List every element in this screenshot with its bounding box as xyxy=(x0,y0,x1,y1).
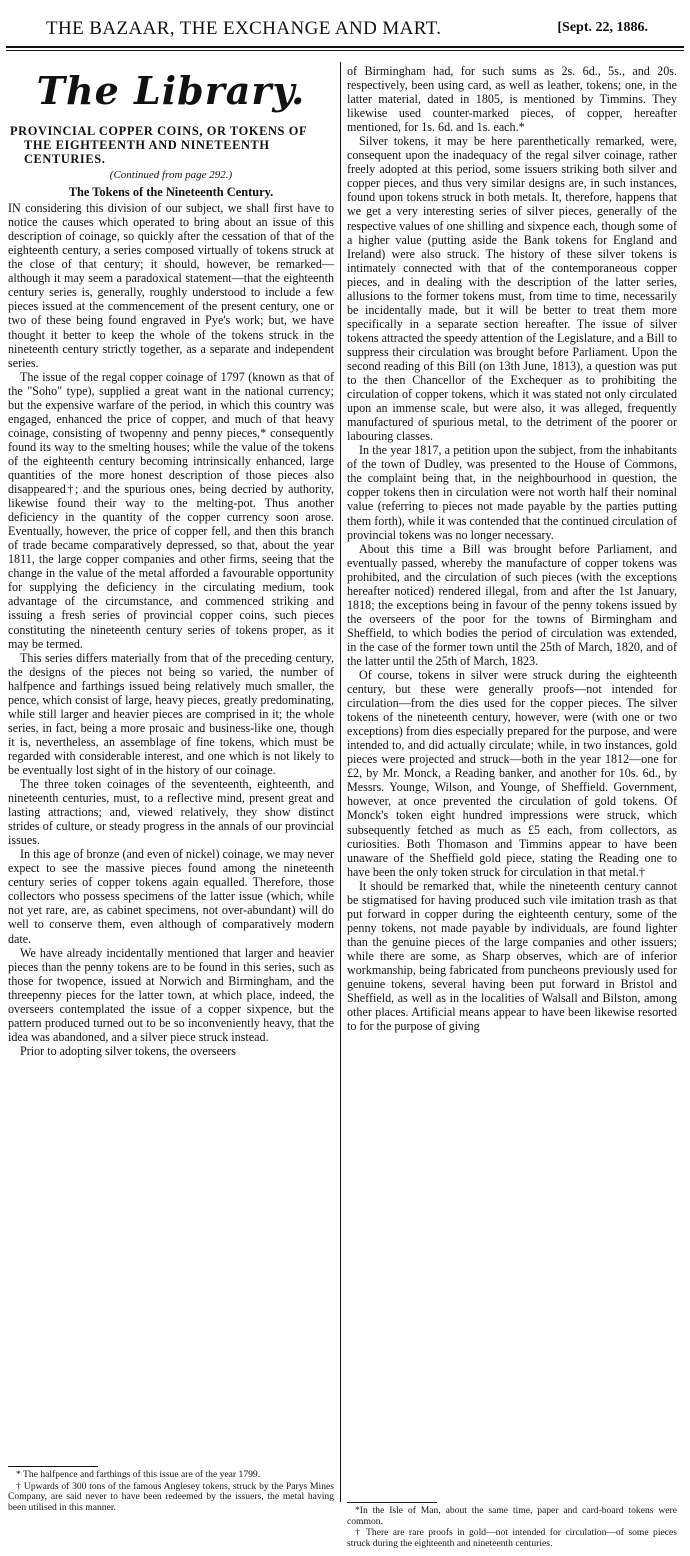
article-title-line: CENTURIES. xyxy=(24,152,106,166)
paragraph: Silver tokens, it may be here parenthetically remarked, were, consequent upon the inadequacy of the regal silver coinage, rather freely adopted at this period, some issuers striking both silver and copper pieces, and thus very similar designs are, in such instances, found upon tokens struck in both metals. It, therefore, happens that we get a very interesting series of silver pieces, generally of the respective values of one shilling and sixpence each, though some of a higher value (putting aside the Bank tokens for England and Ireland) were also struck. The history of these silver tokens is intimately connected with that of the contemporaneous copper pieces, and in dealing with the description of the latter series, allusions to the former tokens must, from time to time, necessarily be incidentally made, but it will be better to treat them more specifically in a separate section hereafter. The issue of silver tokens attracted the speedy attention of the Legislature, and a Bill to suppress their circulation was brought before Parliament. Upon the second reading of this Bill (on 13th June, 1813), a question was put to the then Chancellor of the Exchequer as to prohibiting the circulation of copper tokens, which it was stated not only circulated upon an immense scale, but were also, it was alleged, frequently manufactured of spurious metal, to the detriment of the poorer or labouring classes. xyxy=(347,134,677,444)
article-title xyxy=(8,124,334,166)
publication-title: THE BAZAAR, THE EXCHANGE AND MART. xyxy=(46,18,442,39)
right-footnotes xyxy=(347,1502,677,1550)
paragraph: of Birmingham had, for such sums as 2s. 6d., 5s., and 20s. respectively, been using card, as well as leather, tokens; one, in the latter material, dated in 1805, is mentioned by Timmins. They likewise used counter-marked pieces, of copper, hereafter mentioned, for 1s. 6d. and 1s. each.* xyxy=(347,64,677,135)
section-heading: The Tokens of the Nineteenth Century. xyxy=(68,185,274,200)
paragraph: The three token coinages of the seventeenth, eighteenth, and nineteenth centuries, must, to a reflective mind, present great and lasting attractions; and, viewed relatively, they show distinct strides of culture, or steady progress in the annals of our provincial issues. xyxy=(8,777,334,848)
paragraph: In the year 1817, a petition upon the subject, from the inhabitants of the town of Dudley, was presented to the House of Commons, the complaint being that, in the neighbourhood in question, the copper tokens then in circulation were not worth half their nominal value (referring to pieces not made payable by the parties putting them forth), while it was contended that the continued circulation of provincial tokens was no longer necessary. xyxy=(347,443,677,542)
paragraph: About this time a Bill was brought before Parliament, and eventually passed, whereby the manufacture of copper tokens was prohibited, and the circulation of such pieces (with the exceptions hereafter noticed) rendered illegal, from and after the 1st January, 1818; the exceptions being in favour of the penny tokens issued by the overseers of the poor for the towns of Birmingham and Sheffield, to which bodies the period of circulation was extended, in the case of the former town until the 25th of March, 1820, and of the latter until the 25th of March, 1823. xyxy=(347,541,677,668)
footnote: † There are rare proofs in gold—not intended for circulation—of some pieces struck during the eighteenth and nineteenth centuries. xyxy=(347,1527,677,1549)
column-divider xyxy=(340,62,341,1502)
left-footnotes xyxy=(8,1466,334,1514)
header-rule xyxy=(6,46,684,48)
paragraph: This series differs materially from that of the preceding century, the designs of the pieces not being so varied, the number of halfpence and farthings issued being relatively much smaller, the pence, which consist of large, heavy pieces, greatly predominating, while still larger and heavier pieces are comprised in it; the whole series, in fact, being a more prosaic and business-like one, though it is, nevertheless, an assemblage of fine tokens, which must be regarded with considerable interest, and one which is not likely to be eventually lost sight of in the history of our coinage. xyxy=(8,650,334,777)
footnote: * The halfpence and farthings of this issue are of the year 1799. xyxy=(16,1469,261,1480)
paragraph: It should be remarked that, while the nineteenth century cannot be stigmatised for having produced such vile imitation trash as that put forward in copper during the eighteenth century, some of the penny tokens, not made payable by individuals, are found lighter than the genuine pieces of the large companies and other issuers; while there are some, as Sharp observes, which are of inferior workmanship, being fabricated from puncheons previously used for genuine tokens, several having been put forward in Bristol and Sheffield, as well as in the localities of Walsall and Bilston, among other places. Artificial means appear to have been likewise resorted to for the purpose of giving xyxy=(347,878,677,1034)
paragraph: IN considering this division of our subject, we shall first have to notice the causes which operated to bring about an issue of this description of coinage, so quickly after the cessation of that of the eighteenth century, a series composed virtually of tokens struck at the close of that century; it should, however, be remarked—although it may seem a paradoxical statement—that the eighteenth century series is, generally, roughly understood to include a few pieces issued at the commencement of the present century, one or two of these being found engraved in Pye's work; but, we have thought it better to keep the whole of the tokens struck in the nineteenth century strictly together, as a separate and independent series. xyxy=(8,201,334,370)
section-masthead: The Library. xyxy=(36,68,306,113)
article-title-line: PROVINCIAL COPPER COINS, OR TOKENS OF xyxy=(10,124,308,138)
footnote: *In the Isle of Man, about the same time, paper and card-board tokens were common. xyxy=(347,1505,677,1527)
paragraph: Prior to adopting silver tokens, the overseers xyxy=(20,1043,236,1058)
paragraph: Of course, tokens in silver were struck during the eighteenth century, but these were generally proofs—not intended for circulation—from the dies used for the copper pieces. The silver tokens of the nineteenth century, however, were (with one or two exceptions) from dies especially prepared for the purpose, and were intended to, and did actually circulate; while, in two instances, gold pieces were projected and struck—both in the year 1812—one for £2, by Mr. Monck, a Reading banker, and another for 10s. 6d., by Messrs. Younge, Wilson, and Younge, of Sheffield. Government, however, at once prevented the circulation of gold tokens. Of Monck's token eight hundred impressions were struck, which subsequently fetched as much as £5 each, from collectors, as curiosities. Both Thomason and Timmins appear to have been unaware of the Sheffield gold piece, stating the Reading one to have been the only token struck for circulation in that metal.† xyxy=(347,668,677,879)
left-column xyxy=(8,64,334,1058)
continued-note: (Continued from page 292.) xyxy=(109,169,233,181)
issue-date: [Sept. 22, 1886. xyxy=(557,20,648,35)
footnote: † Upwards of 300 tons of the famous Anglesey tokens, struck by the Parys Mines Company, are said never to have been redeemed by the issuers, the metal having been utilised in this manner. xyxy=(8,1480,334,1513)
paragraph: In this age of bronze (and even of nickel) coinage, we may never expect to see the massive pieces found among the nineteenth century series of copper tokens again equalled. Therefore, those collectors who possess specimens of the latter issue (which, while not yet rare, are, as cabinet specimens, not over-abundant) will do well to conserve them, even although of comparatively modern date. xyxy=(8,847,334,946)
paragraph: We have already incidentally mentioned that larger and heavier pieces than the penny tokens are to be found in this series, such as those for twopence, issued at Norwich and Birmingham, and the threepenny pieces for the latter town, at which place, indeed, the overseers contemplated the issue of a copper sixpence, but the pattern produced turned out to be so inconveniently heavy, that the idea was abandoned, and a silver piece struck instead. xyxy=(8,945,334,1044)
right-column xyxy=(347,64,677,1033)
page-header xyxy=(6,18,684,42)
footnote-rule xyxy=(347,1502,437,1503)
footnote-rule xyxy=(8,1466,98,1467)
paragraph: The issue of the regal copper coinage of 1797 (known as that of the "Soho" type), supplied a great want in the national currency; but the expensive warfare of the period, in which this country was engaged, enhanced the price of copper, and much of that heavy coinage, consisting of twopenny and penny pieces,* consequently found its way to the smelting houses; while the value of the tokens of the eighteenth century becoming intrinsically enhanced, large quantities of the more honest description of those pieces also disappeared†; and the spurious ones, being decried by authority, likewise found their way to the melting-pot. Thus another deficiency in the quantity of the copper currency soon arose. Eventually, however, the price of copper fell, and then this branch of trade became comparatively depressed, so that, about the year 1811, the large copper companies and other firms, seeing that the change in the value of the metal afforded a favourable opportunity for supplying the deficiency in the circulating medium, took advantage of the circumstance, and commenced striking and issuing a fresh series of provincial copper coins, such pieces constituting the nineteenth century series of tokens proper, as it may be termed. xyxy=(8,369,334,651)
header-rule-thin xyxy=(6,50,684,51)
article-title-line: THE EIGHTEENTH AND NINETEENTH xyxy=(24,138,270,152)
